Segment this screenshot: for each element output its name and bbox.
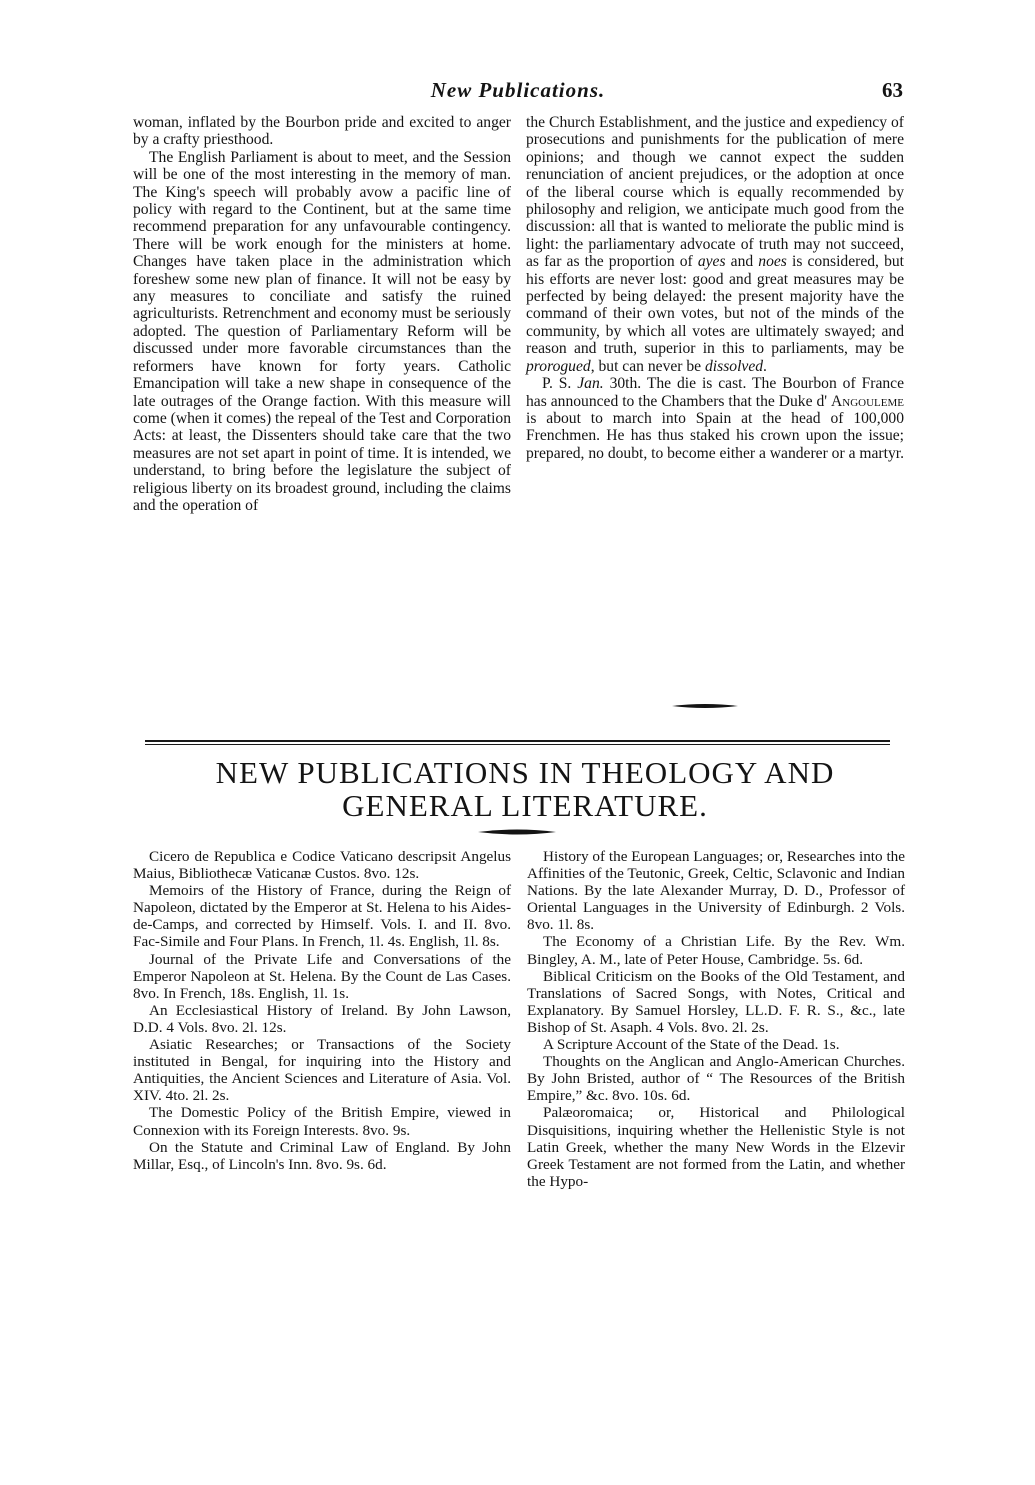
right-column-top [526,114,904,462]
italic-text: ayes [697,253,726,271]
end-flourish-ornament [672,703,738,709]
italic-text: Jan. [577,375,604,393]
postscript-paragraph [526,375,904,462]
section-title-line: GENERAL LITERATURE. [342,788,708,823]
book-entry: Palæoromaica; or, Historical and Philological Disquisitions, inquiring whether the Hellenistic Style is not Latin Greek, whether the many New Words in the Elzevir Greek Testament are not formed from the Latin, and whether the Hypo- [527,1104,905,1190]
right-column-bottom [527,848,905,1190]
book-entry: The Economy of a Christian Life. By the Rev. Wm. Bingley, A. M., late of Peter House, Cambridge. 5s. 6d. [527,933,905,968]
italic-text: dissolved [705,357,764,375]
book-entry: An Ecclesiastical History of Ireland. By John Lawson, D.D. 4 Vols. 8vo. 2l. 12s. [133,1001,511,1036]
page-number: 63 [882,78,903,102]
section-title [130,756,920,822]
text-run: , but can never be [590,357,705,375]
book-entry: On the Statute and Criminal Law of England. By John Millar, Esq., of Lincoln's Inn. 8vo. 9s. 6d. [133,1138,511,1173]
paragraph: woman, inflated by the Bourbon pride and excited to anger by a crafty priesthood. [133,114,511,149]
book-entry: Asiatic Researches; or Transactions of the Society instituted in Bengal, for inquiring into the History and Antiquities, the Ancient Sciences and Literature of Asia. Vol. XIV. 4to. 2l. 2s. [133,1036,511,1105]
small-caps-text: Angouleme [831,392,904,410]
text-run: the Church Establishment, and the justice and expediency of prosecutions and punishments for the publication of mere opinions; and though we cannot expect the sudden renunciation of ancient prejudices, or the adoption at once of the liberal course which is equally recommended by philosophy and religion, we anticipate much good from the discussion: all that is wanted to meliorate the public mind is light: the parliamentary advocate of truth may not succeed, as far as the proportion of [526,114,904,271]
text-run: and [725,253,759,271]
left-column-top [133,114,511,514]
italic-text: prorogued [526,357,591,375]
book-entry: Cicero de Republica e Codice Vaticano descripsit Angelus Maius, Bibliothecæ Vaticanæ Custos. 8vo. 12s. [133,848,511,883]
book-entry: Biblical Criticism on the Books of the Old Testament, and Translations of Sacred Songs, with Notes, Critical and Explanatory. By Samuel Horsley, LL.D. F. R. S., &c., late Bishop of St. Asaph. 4 Vols. 8vo. 2l. 2s. [527,967,905,1036]
book-entry: The Domestic Policy of the British Empire, viewed in Connexion with its Foreign Interests. 8vo. 9s. [133,1104,511,1139]
running-head [133,78,903,106]
left-column-bottom [133,848,511,1173]
section-rule-thin [145,744,890,745]
italic-text: noes [758,253,787,271]
book-entry: Thoughts on the Anglican and Anglo-American Churches. By John Bristed, author of “ The Resources of the British Empire,” &c. 8vo. 10s. 6d. [527,1053,905,1105]
paragraph: The English Parliament is about to meet, and the Session will be one of the most interesting in the memory of man. The King's speech will probably avow a pacific line of policy with regard to the Continent, but at the same time recommend preparation for any unfavourable contingency. There will be work enough for the ministers at home. Changes have taken place in the administration which foreshew some new plan of finance. It will not be easy by any measures to conciliate and satisfy the ruined agriculturists. Retrenchment and economy must be seriously adopted. The question of Parliamentary Reform will be discussed under more favorable circumstances than the reformers have known for forty years. Catholic Emancipation will take a new shape in consequence of the late outrages of the Orange faction. With this measure will come (when it comes) the repeal of the Test and Corporation Acts: at least, the Dissenters should take care that the two measures are not set apart in point of time. It is intended, we understand, to bring before the legislature the subject of religious liberty on its broadest ground, including the claims and the operation of [133,148,511,514]
text-run: . [763,357,767,375]
book-entry: History of the European Languages; or, Researches into the Affinities of the Teutonic, Greek, Celtic, Sclavonic and Indian Nations. By the late Alexander Murray, D. D., Professor of Oriental Languages in the University of Edinburgh. 2 Vols. 8vo. 1l. 8s. [527,848,905,934]
text-run: P. S. [542,375,578,393]
running-head-title: New Publications. [430,78,606,102]
text-run: 30th. The die is cast. The Bourbon of France has announced to the Chambers that the Duke d' [526,375,905,410]
paragraph [526,114,904,375]
book-entry: Journal of the Private Life and Conversations of the Emperor Napoleon at St. Helena. By the Count de Las Cases. 8vo. In French, 18s. English, 1l. 1s. [133,950,511,1002]
book-entry: Memoirs of the History of France, during the Reign of Napoleon, dictated by the Emperor at St. Helena to his Aides-de-Camps, and corrected by Himself. Vols. I. and II. 8vo. Fac-Simile and Four Plans. In French, 1l. 4s. English, 1l. 8s. [133,882,511,951]
title-flourish-ornament [478,828,556,836]
section-title-line: NEW PUBLICATIONS IN THEOLOGY AND [215,755,835,790]
section-rule-thick [145,740,890,742]
text-run: is considered, but his efforts are never lost: good and great measures may be perfected by being delayed: the present majority have the command of their own votes, but not of the minds of the community, by which all votes are ultimately swayed; and reason and truth, superior in this to parliaments, may be [526,253,904,358]
book-entry: A Scripture Account of the State of the Dead. 1s. [543,1036,840,1054]
text-run: is about to march into Spain at the head of 100,000 Frenchmen. He has thus staked his crown upon the issue; prepared, no doubt, to become either a wanderer or a martyr. [526,409,904,462]
